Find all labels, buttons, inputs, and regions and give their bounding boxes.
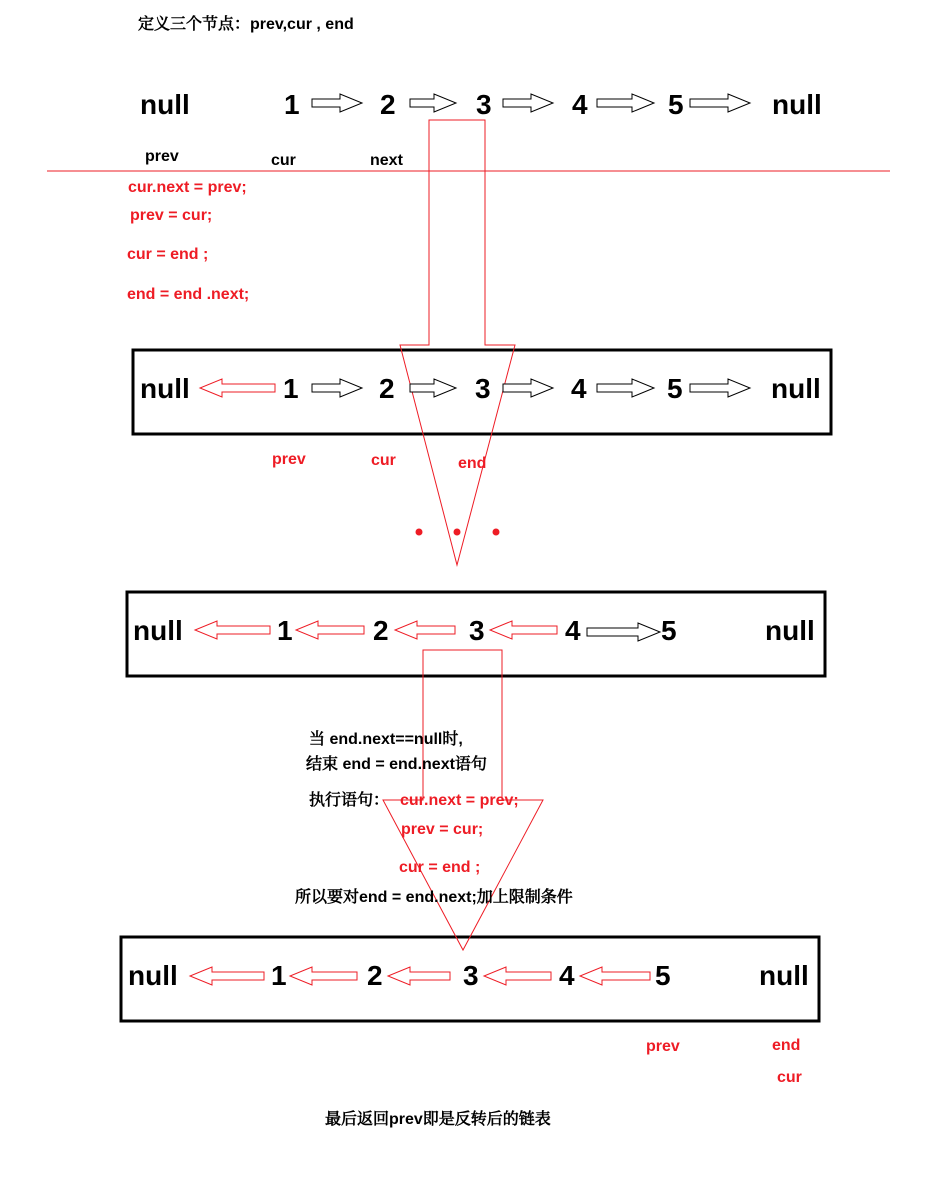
exec-step-3: cur = end ;	[399, 859, 481, 876]
label-cur: cur	[271, 152, 296, 169]
node-1: 1	[271, 960, 287, 991]
node-1: 1	[283, 373, 299, 404]
reversed-arrow	[388, 967, 450, 985]
node-5: 5	[655, 960, 671, 991]
node-null: null	[140, 89, 190, 120]
step-1: cur.next = prev;	[128, 179, 247, 196]
step-2: prev = cur;	[130, 207, 213, 224]
node-3: 3	[476, 89, 492, 120]
node-1: 1	[284, 89, 300, 120]
node-null: null	[771, 373, 821, 404]
node-3: 3	[469, 615, 485, 646]
reversed-arrow	[195, 621, 270, 639]
label-end: end	[772, 1037, 801, 1054]
node-2: 2	[380, 89, 396, 120]
node-null: null	[759, 960, 809, 991]
reversed-arrow	[290, 967, 357, 985]
node-null: null	[140, 373, 190, 404]
ellipsis-dot	[416, 529, 423, 536]
node-2: 2	[379, 373, 395, 404]
reversed-arrow	[490, 621, 557, 639]
exec-step-2: prev = cur;	[401, 821, 484, 838]
node-3: 3	[463, 960, 479, 991]
node-2: 2	[367, 960, 383, 991]
note-line-2: 结束 end = end.next语句	[306, 756, 487, 773]
node-5: 5	[668, 89, 684, 120]
next-arrow	[597, 94, 654, 112]
step-3: cur = end ;	[127, 246, 209, 263]
label-prev: prev	[145, 148, 179, 165]
next-arrow	[410, 379, 456, 397]
label-prev: prev	[646, 1038, 680, 1055]
title: 定义三个节点：prev,cur , end	[138, 16, 354, 33]
label-prev: prev	[272, 451, 306, 468]
exec-label: 执行语句：	[309, 792, 390, 809]
next-arrow	[690, 94, 750, 112]
node-null: null	[772, 89, 822, 120]
node-5: 5	[661, 615, 677, 646]
node-4: 4	[572, 89, 588, 120]
note-line-3: 所以要对end = end.next;加上限制条件	[295, 889, 573, 906]
label-next: next	[370, 152, 403, 169]
label-cur: cur	[371, 452, 396, 469]
reversed-arrow	[484, 967, 551, 985]
node-4: 4	[565, 615, 581, 646]
reversed-arrow	[580, 967, 650, 985]
label-cur: cur	[777, 1069, 802, 1086]
next-arrow	[690, 379, 750, 397]
label-end: end	[458, 455, 487, 472]
next-arrow	[410, 94, 456, 112]
next-arrow	[503, 94, 553, 112]
next-arrow	[587, 623, 660, 641]
step-4: end = end .next;	[127, 286, 250, 303]
node-4: 4	[559, 960, 575, 991]
reversed-arrow	[296, 621, 364, 639]
node-null: null	[765, 615, 815, 646]
next-arrow	[312, 379, 362, 397]
ellipsis-dot	[454, 529, 461, 536]
node-5: 5	[667, 373, 683, 404]
note-line-1: 当 end.next==null时,	[309, 731, 463, 748]
node-1: 1	[277, 615, 293, 646]
next-arrow	[312, 94, 362, 112]
node-null: null	[128, 960, 178, 991]
node-null: null	[133, 615, 183, 646]
ellipsis-dot	[493, 529, 500, 536]
node-2: 2	[373, 615, 389, 646]
next-arrow	[503, 379, 553, 397]
reversed-arrow	[395, 621, 455, 639]
reversed-arrow	[190, 967, 264, 985]
node-3: 3	[475, 373, 491, 404]
footer-text: 最后返回prev即是反转后的链表	[325, 1111, 551, 1128]
down-arrow-1	[400, 120, 515, 565]
reversed-arrow	[200, 379, 275, 397]
next-arrow	[597, 379, 654, 397]
exec-step-1: cur.next = prev;	[400, 792, 519, 809]
node-4: 4	[571, 373, 587, 404]
